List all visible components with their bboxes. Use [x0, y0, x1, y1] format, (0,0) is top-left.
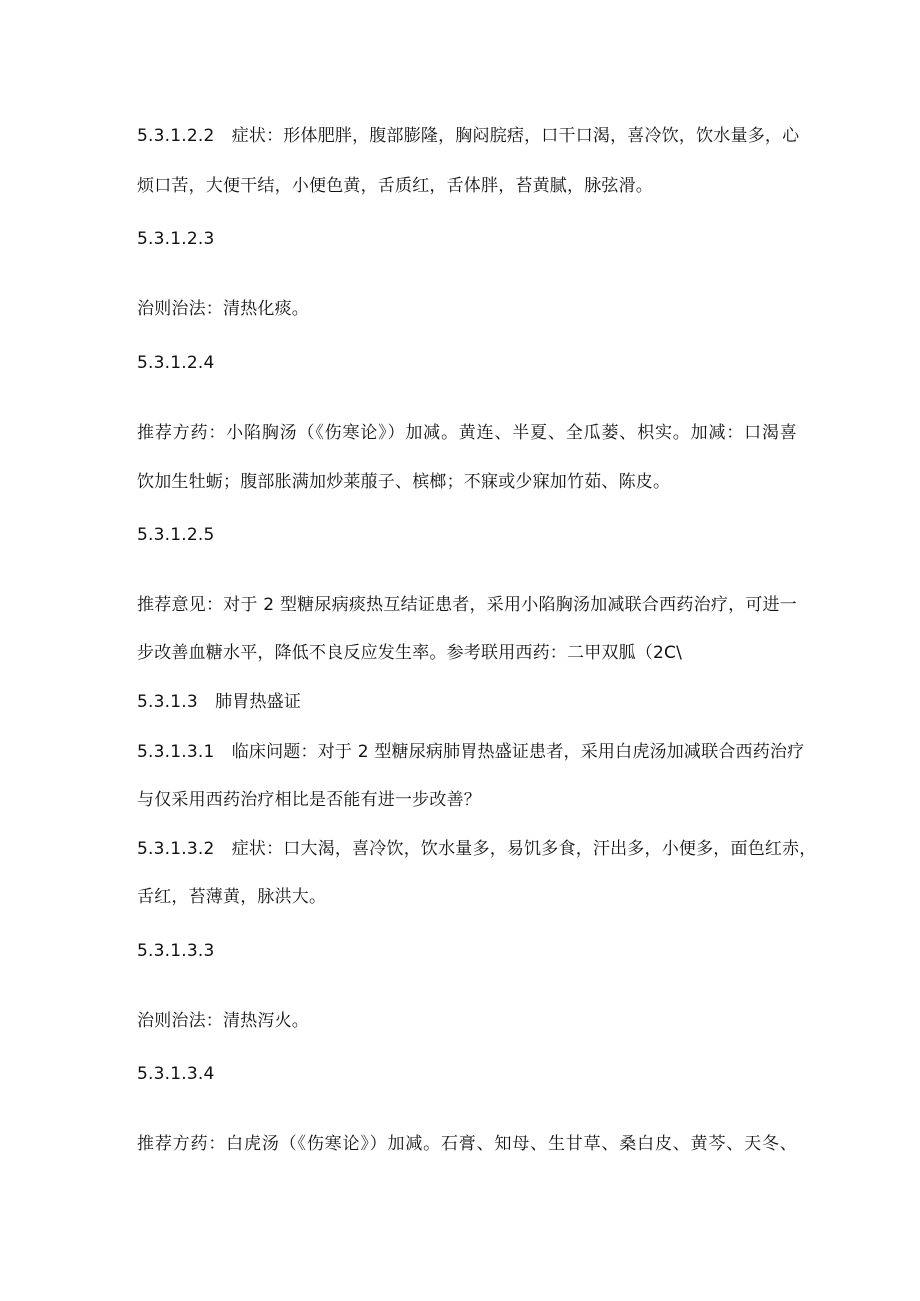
section-number: 5.3.1.2.3	[137, 229, 215, 249]
section-number: 5.3.1.3.4	[137, 1064, 215, 1084]
paragraph-line: 烦口苦，大便干结，小便色黄，舌质红，舌体胖，苔黄腻，脉弦滑。	[137, 176, 653, 196]
section-heading: 5.3.1.3 肺胃热盛证	[137, 692, 302, 712]
paragraph-line: 治则治法：清热化痰。	[137, 299, 309, 319]
paragraph-line: 步改善血糖水平，降低不良反应发生率。参考联用西药：二甲双胍（2C\	[137, 643, 683, 663]
paragraph-line: 饮加生牡蛎；腹部胀满加炒莱菔子、槟榔；不寐或少寐加竹茹、陈皮。	[137, 472, 671, 492]
section-number: 5.3.1.2.5	[137, 525, 215, 545]
section-number: 5.3.1.2.4	[137, 353, 215, 373]
paragraph-line: 舌红，苔薄黄，脉洪大。	[137, 887, 327, 907]
paragraph-line: 推荐意见：对于 2 型糖尿病痰热互结证患者，采用小陷胸汤加减联合西药治疗，可进一	[137, 595, 797, 615]
paragraph-line: 5.3.1.3.1 临床问题：对于 2 型糖尿病肺胃热盛证患者，采用白虎汤加减联合西药治疗	[137, 742, 805, 762]
paragraph-line: 与仅采用西药治疗相比是否能有进一步改善？	[137, 790, 481, 810]
paragraph-line: 5.3.1.3.2 症状：口大渴，喜冷饮，饮水量多，易饥多食，汗出多，小便多，面色红赤，	[137, 839, 817, 859]
section-number: 5.3.1.3.3	[137, 941, 215, 961]
paragraph-line: 5.3.1.2.2 症状：形体肥胖，腹部膨隆，胸闷脘痞，口干口渴，喜冷饮，饮水量多，心	[137, 126, 800, 146]
paragraph-line: 推荐方药：白虎汤（《伤寒论》）加减。石膏、知母、生甘草、桑白皮、黄芩、天冬、	[137, 1134, 797, 1154]
paragraph-line: 推荐方药：小陷胸汤（《伤寒论》）加减。黄连、半夏、全瓜蒌、枳实。加减：口渴喜	[137, 423, 797, 443]
paragraph-line: 治则治法：清热泻火。	[137, 1011, 309, 1031]
